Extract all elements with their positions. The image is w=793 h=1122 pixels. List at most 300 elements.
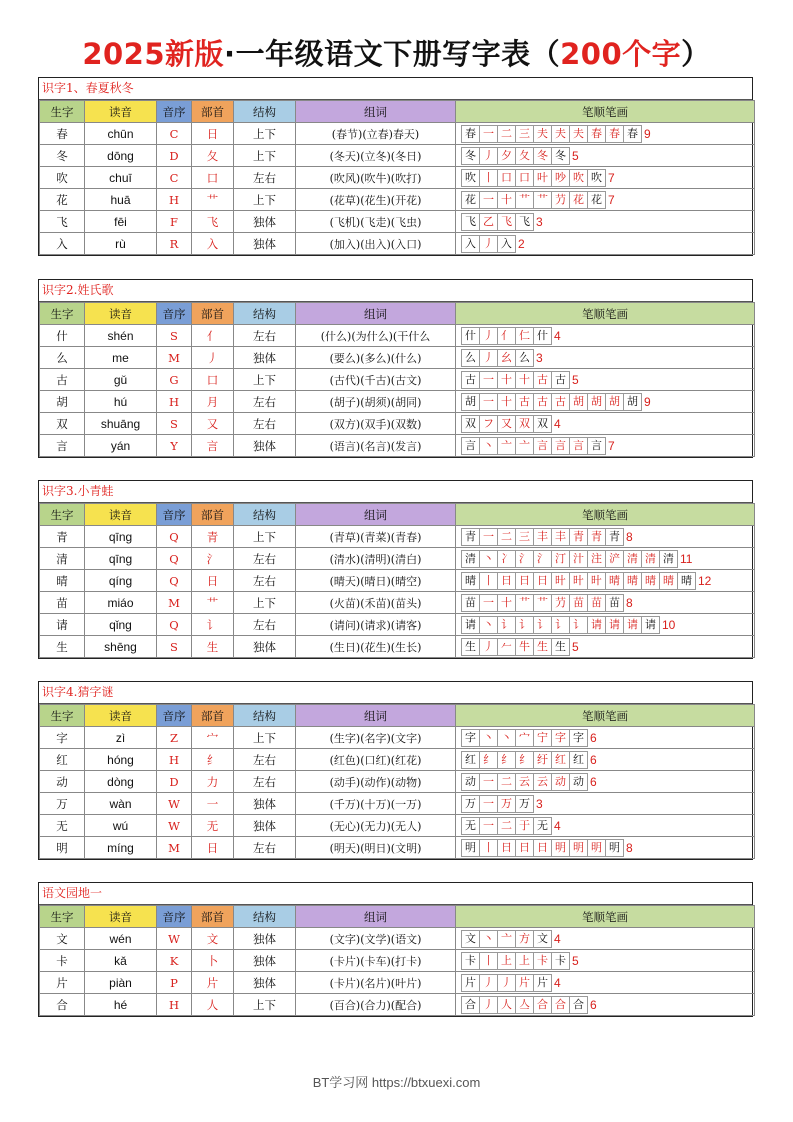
pinyin-cell: qīng xyxy=(85,548,157,570)
stroke-step: 二 xyxy=(497,528,516,546)
stroke-step: 晴 xyxy=(641,572,660,590)
stroke-order-cell xyxy=(456,325,755,347)
words-cell: (请问)(请求)(请客) xyxy=(296,614,456,636)
stroke-step: 宀 xyxy=(515,729,534,747)
structure-cell: 独体 xyxy=(234,233,296,255)
stroke-step: 丶 xyxy=(479,550,498,568)
stroke-step: 清 xyxy=(623,550,642,568)
pinyin-cell: me xyxy=(85,347,157,369)
stroke-step: 晴 xyxy=(659,572,678,590)
section-title: 识字4.猜字谜 xyxy=(39,682,752,704)
character-table xyxy=(39,302,755,457)
initial-cell: Q xyxy=(157,526,192,548)
stroke-step: 合 xyxy=(461,996,480,1014)
stroke-count: 7 xyxy=(608,192,615,207)
stroke-step: 日 xyxy=(515,572,534,590)
radical-cell: 文 xyxy=(192,928,234,950)
character-cell: 红 xyxy=(40,749,85,771)
stroke-step: 青 xyxy=(569,528,588,546)
stroke-order-cell xyxy=(456,793,755,815)
initial-cell: Q xyxy=(157,548,192,570)
initial-cell: D xyxy=(157,145,192,167)
radical-cell: 亻 xyxy=(192,325,234,347)
lesson-section xyxy=(38,279,753,458)
pinyin-cell: huā xyxy=(85,189,157,211)
radical-cell: 片 xyxy=(192,972,234,994)
column-header: 笔顺笔画 xyxy=(456,906,755,928)
stroke-step: 又 xyxy=(497,415,516,433)
stroke-step: 三 xyxy=(515,528,534,546)
table-row xyxy=(40,391,755,413)
stroke-step: 红 xyxy=(551,751,570,769)
words-cell: (火苗)(禾苗)(苗头) xyxy=(296,592,456,614)
stroke-step: 亼 xyxy=(515,996,534,1014)
structure-cell: 左右 xyxy=(234,749,296,771)
stroke-step: 卡 xyxy=(533,952,552,970)
stroke-step: 丶 xyxy=(479,437,498,455)
stroke-step: 十 xyxy=(497,371,516,389)
pinyin-cell: shēng xyxy=(85,636,157,658)
section-title: 语文园地一 xyxy=(39,883,752,905)
stroke-step: 亠 xyxy=(497,930,516,948)
lesson-section xyxy=(38,77,753,256)
stroke-step: 言 xyxy=(533,437,552,455)
stroke-step: 请 xyxy=(587,616,606,634)
words-cell: (卡片)(卡车)(打卡) xyxy=(296,950,456,972)
column-header: 笔顺笔画 xyxy=(456,303,755,325)
table-row xyxy=(40,435,755,457)
character-cell: 片 xyxy=(40,972,85,994)
pinyin-cell: yán xyxy=(85,435,157,457)
stroke-step: 飞 xyxy=(461,213,480,231)
stroke-step: 二 xyxy=(497,125,516,143)
stroke-step: 生 xyxy=(533,638,552,656)
words-cell: (青草)(青菜)(青春) xyxy=(296,526,456,548)
column-header: 音序 xyxy=(157,906,192,928)
column-header: 笔顺笔画 xyxy=(456,504,755,526)
pinyin-cell: piàn xyxy=(85,972,157,994)
column-header: 读音 xyxy=(85,101,157,123)
character-cell: 清 xyxy=(40,548,85,570)
structure-cell: 独体 xyxy=(234,347,296,369)
column-header: 音序 xyxy=(157,303,192,325)
radical-cell: 青 xyxy=(192,526,234,548)
initial-cell: P xyxy=(157,972,192,994)
column-header: 部首 xyxy=(192,906,234,928)
initial-cell: M xyxy=(157,592,192,614)
stroke-step: 片 xyxy=(533,974,552,992)
stroke-step: 艹 xyxy=(515,191,534,209)
words-cell: (千万)(十万)(一万) xyxy=(296,793,456,815)
stroke-step: 吹 xyxy=(569,169,588,187)
stroke-step: 苗 xyxy=(587,594,606,612)
header-row xyxy=(40,906,755,928)
stroke-step: 言 xyxy=(587,437,606,455)
column-header: 笔顺笔画 xyxy=(456,101,755,123)
stroke-order-cell xyxy=(456,727,755,749)
pinyin-cell: chuī xyxy=(85,167,157,189)
stroke-step: 双 xyxy=(461,415,480,433)
words-cell: (文字)(文学)(语文) xyxy=(296,928,456,950)
words-cell: (吹风)(吹牛)(吹打) xyxy=(296,167,456,189)
stroke-step: 一 xyxy=(479,594,498,612)
stroke-step: 冬 xyxy=(551,147,570,165)
pinyin-cell: qíng xyxy=(85,570,157,592)
initial-cell: F xyxy=(157,211,192,233)
stroke-step: 请 xyxy=(605,616,624,634)
stroke-step: 旪 xyxy=(569,572,588,590)
table-row xyxy=(40,950,755,972)
initial-cell: S xyxy=(157,325,192,347)
stroke-step: 十 xyxy=(497,393,516,411)
stroke-step: 亠 xyxy=(497,437,516,455)
stroke-step: 花 xyxy=(587,191,606,209)
stroke-order-cell xyxy=(456,413,755,435)
structure-cell: 独体 xyxy=(234,793,296,815)
column-header: 生字 xyxy=(40,906,85,928)
stroke-step: 日 xyxy=(497,572,516,590)
stroke-step: 春 xyxy=(461,125,480,143)
stroke-order-cell xyxy=(456,189,755,211)
table-row xyxy=(40,636,755,658)
stroke-step: 日 xyxy=(497,839,516,857)
initial-cell: H xyxy=(157,189,192,211)
stroke-step: 口 xyxy=(515,169,534,187)
stroke-step: 冬 xyxy=(461,147,480,165)
stroke-order-cell xyxy=(456,636,755,658)
stroke-step: 云 xyxy=(515,773,534,791)
stroke-step: 言 xyxy=(551,437,570,455)
stroke-step: 生 xyxy=(551,638,570,656)
initial-cell: W xyxy=(157,815,192,837)
structure-cell: 上下 xyxy=(234,592,296,614)
pinyin-cell: zì xyxy=(85,727,157,749)
stroke-step: 于 xyxy=(515,817,534,835)
character-cell: 青 xyxy=(40,526,85,548)
structure-cell: 左右 xyxy=(234,837,296,859)
stroke-order-cell xyxy=(456,994,755,1016)
footer-url: BT学习网 https://btxuexi.com xyxy=(312,1075,481,1090)
structure-cell: 独体 xyxy=(234,435,296,457)
stroke-step: 卡 xyxy=(551,952,570,970)
stroke-step: 亠 xyxy=(515,437,534,455)
stroke-step: 古 xyxy=(461,371,480,389)
stroke-count: 7 xyxy=(608,170,615,185)
stroke-order-cell xyxy=(456,211,755,233)
table-row xyxy=(40,123,755,145)
pinyin-cell: hú xyxy=(85,391,157,413)
words-cell: (晴天)(晴日)(晴空) xyxy=(296,570,456,592)
stroke-step: 晴 xyxy=(677,572,696,590)
stroke-step: 言 xyxy=(461,437,480,455)
stroke-step: 合 xyxy=(533,996,552,1014)
column-header: 读音 xyxy=(85,705,157,727)
stroke-order-cell xyxy=(456,592,755,614)
structure-cell: 上下 xyxy=(234,994,296,1016)
stroke-step: 一 xyxy=(479,371,498,389)
table-row xyxy=(40,771,755,793)
stroke-step: 合 xyxy=(551,996,570,1014)
radical-cell: 日 xyxy=(192,123,234,145)
stroke-step: 胡 xyxy=(461,393,480,411)
stroke-step: 丿 xyxy=(479,349,498,367)
stroke-step: 春 xyxy=(605,125,624,143)
character-table xyxy=(39,704,755,859)
stroke-order-cell xyxy=(456,771,755,793)
stroke-count: 3 xyxy=(536,350,543,365)
stroke-step: 旪 xyxy=(587,572,606,590)
stroke-step: 讠 xyxy=(569,616,588,634)
stroke-step: 字 xyxy=(569,729,588,747)
stroke-step: 青 xyxy=(587,528,606,546)
stroke-step: 丿 xyxy=(497,974,516,992)
stroke-count: 8 xyxy=(626,595,633,610)
stroke-step: 纟 xyxy=(479,751,498,769)
stroke-step: 明 xyxy=(461,839,480,857)
table-row xyxy=(40,233,755,255)
character-cell: 胡 xyxy=(40,391,85,413)
column-header: 读音 xyxy=(85,504,157,526)
header-row xyxy=(40,504,755,526)
stroke-step: 吹 xyxy=(461,169,480,187)
character-cell: 冬 xyxy=(40,145,85,167)
character-cell: 万 xyxy=(40,793,85,815)
lesson-section xyxy=(38,681,753,860)
words-cell: (双方)(双手)(双数) xyxy=(296,413,456,435)
stroke-step: 清 xyxy=(461,550,480,568)
stroke-step: 春 xyxy=(623,125,642,143)
table-row xyxy=(40,413,755,435)
initial-cell: K xyxy=(157,950,192,972)
character-cell: 双 xyxy=(40,413,85,435)
words-cell: (卡片)(名片)(叶片) xyxy=(296,972,456,994)
stroke-step: 仁 xyxy=(515,327,534,345)
character-table xyxy=(39,100,755,255)
stroke-count: 3 xyxy=(536,214,543,229)
structure-cell: 左右 xyxy=(234,614,296,636)
pinyin-cell: hóng xyxy=(85,749,157,771)
stroke-order-cell xyxy=(456,614,755,636)
stroke-step: 明 xyxy=(551,839,570,857)
character-cell: 么 xyxy=(40,347,85,369)
stroke-step: 丿 xyxy=(479,638,498,656)
character-cell: 飞 xyxy=(40,211,85,233)
stroke-order-cell xyxy=(456,950,755,972)
stroke-step: 请 xyxy=(461,616,480,634)
header-row xyxy=(40,101,755,123)
stroke-step: 丨 xyxy=(479,572,498,590)
character-cell: 苗 xyxy=(40,592,85,614)
column-header: 部首 xyxy=(192,504,234,526)
stroke-step: 一 xyxy=(479,773,498,791)
character-cell: 入 xyxy=(40,233,85,255)
stroke-order-cell xyxy=(456,145,755,167)
words-cell: (胡子)(胡须)(胡同) xyxy=(296,391,456,413)
stroke-step: 亻 xyxy=(497,327,516,345)
initial-cell: Y xyxy=(157,435,192,457)
stroke-step: 汁 xyxy=(569,550,588,568)
initial-cell: Q xyxy=(157,614,192,636)
stroke-step: 片 xyxy=(515,974,534,992)
stroke-step: 丶 xyxy=(479,616,498,634)
stroke-step: 丨 xyxy=(479,169,498,187)
words-cell: (明天)(明日)(文明) xyxy=(296,837,456,859)
stroke-step: 上 xyxy=(515,952,534,970)
stroke-count: 5 xyxy=(572,372,579,387)
initial-cell: D xyxy=(157,771,192,793)
stroke-step: 文 xyxy=(533,930,552,948)
stroke-order-cell xyxy=(456,570,755,592)
table-row xyxy=(40,994,755,1016)
stroke-step: 古 xyxy=(515,393,534,411)
words-cell: (加入)(出入)(入口) xyxy=(296,233,456,255)
stroke-step: 讠 xyxy=(551,616,570,634)
stroke-step: 丰 xyxy=(533,528,552,546)
stroke-count: 7 xyxy=(608,438,615,453)
stroke-step: 牛 xyxy=(515,638,534,656)
stroke-step: 胡 xyxy=(587,393,606,411)
pinyin-cell: hé xyxy=(85,994,157,1016)
stroke-count: 6 xyxy=(590,730,597,745)
structure-cell: 上下 xyxy=(234,369,296,391)
structure-cell: 上下 xyxy=(234,526,296,548)
stroke-step: 古 xyxy=(533,393,552,411)
stroke-order-cell xyxy=(456,369,755,391)
stroke-step: 吵 xyxy=(551,169,570,187)
stroke-step: 古 xyxy=(551,371,570,389)
words-cell: (冬天)(立冬)(冬日) xyxy=(296,145,456,167)
column-header: 组词 xyxy=(296,101,456,123)
stroke-step: 丿 xyxy=(479,147,498,165)
initial-cell: S xyxy=(157,636,192,658)
words-cell: (红色)(口红)(红花) xyxy=(296,749,456,771)
stroke-step: 动 xyxy=(569,773,588,791)
stroke-count: 6 xyxy=(590,774,597,789)
stroke-step: 丿 xyxy=(479,996,498,1014)
stroke-step: 字 xyxy=(461,729,480,747)
character-cell: 无 xyxy=(40,815,85,837)
stroke-step: 讠 xyxy=(497,616,516,634)
radical-cell: 氵 xyxy=(192,548,234,570)
pinyin-cell: kǎ xyxy=(85,950,157,972)
table-row xyxy=(40,211,755,233)
stroke-step: 飞 xyxy=(515,213,534,231)
header-row xyxy=(40,303,755,325)
words-cell: (无心)(无力)(无人) xyxy=(296,815,456,837)
stroke-step: 讠 xyxy=(533,616,552,634)
stroke-step: 无 xyxy=(533,817,552,835)
stroke-order-cell xyxy=(456,123,755,145)
pinyin-cell: gǔ xyxy=(85,369,157,391)
structure-cell: 左右 xyxy=(234,771,296,793)
stroke-step: 汀 xyxy=(551,550,570,568)
stroke-order-cell xyxy=(456,972,755,994)
stroke-step: 丨 xyxy=(479,952,498,970)
initial-cell: G xyxy=(157,369,192,391)
stroke-order-cell xyxy=(456,167,755,189)
structure-cell: 左右 xyxy=(234,325,296,347)
initial-cell: S xyxy=(157,413,192,435)
stroke-count: 2 xyxy=(518,236,525,251)
stroke-step: 无 xyxy=(461,817,480,835)
pinyin-cell: qīng xyxy=(85,526,157,548)
radical-cell: 日 xyxy=(192,570,234,592)
stroke-step: 十 xyxy=(497,594,516,612)
words-cell: (花草)(花生)(开花) xyxy=(296,189,456,211)
stroke-step: 夫 xyxy=(533,125,552,143)
stroke-count: 10 xyxy=(662,617,676,632)
stroke-step: 一 xyxy=(479,125,498,143)
stroke-step: 艹 xyxy=(515,594,534,612)
stroke-step: 三 xyxy=(515,125,534,143)
radical-cell: 纟 xyxy=(192,749,234,771)
radical-cell: 夂 xyxy=(192,145,234,167)
stroke-step: 万 xyxy=(461,795,480,813)
stroke-step: 么 xyxy=(515,349,534,367)
table-row xyxy=(40,548,755,570)
stroke-step: 请 xyxy=(623,616,642,634)
initial-cell: M xyxy=(157,347,192,369)
stroke-step: フ xyxy=(479,415,498,433)
words-cell: (春节)(立春)春天) xyxy=(296,123,456,145)
words-cell: (清水)(清明)(清白) xyxy=(296,548,456,570)
stroke-step: 方 xyxy=(515,930,534,948)
table-row xyxy=(40,325,755,347)
radical-cell: 口 xyxy=(192,369,234,391)
pinyin-cell: dōng xyxy=(85,145,157,167)
radical-cell: 又 xyxy=(192,413,234,435)
initial-cell: C xyxy=(157,123,192,145)
stroke-step: 晴 xyxy=(461,572,480,590)
table-row xyxy=(40,570,755,592)
stroke-step: 双 xyxy=(515,415,534,433)
radical-cell: 口 xyxy=(192,167,234,189)
column-header: 组词 xyxy=(296,705,456,727)
table-row xyxy=(40,145,755,167)
stroke-step: 艹 xyxy=(533,594,552,612)
table-row xyxy=(40,749,755,771)
character-cell: 吹 xyxy=(40,167,85,189)
stroke-count: 12 xyxy=(698,573,712,588)
stroke-step: 么 xyxy=(461,349,480,367)
column-header: 笔顺笔画 xyxy=(456,705,755,727)
stroke-order-cell xyxy=(456,928,755,950)
column-header: 生字 xyxy=(40,705,85,727)
radical-cell: 生 xyxy=(192,636,234,658)
stroke-count: 6 xyxy=(590,752,597,767)
stroke-step: 丿 xyxy=(479,974,498,992)
stroke-step: 注 xyxy=(587,550,606,568)
stroke-step: 动 xyxy=(551,773,570,791)
stroke-step: 丶 xyxy=(479,729,498,747)
initial-cell: M xyxy=(157,837,192,859)
stroke-step: 丿 xyxy=(479,327,498,345)
stroke-step: 片 xyxy=(461,974,480,992)
structure-cell: 上下 xyxy=(234,145,296,167)
stroke-step: 清 xyxy=(659,550,678,568)
stroke-step: 夕 xyxy=(497,147,516,165)
structure-cell: 独体 xyxy=(234,815,296,837)
stroke-step: 十 xyxy=(515,371,534,389)
character-cell: 明 xyxy=(40,837,85,859)
stroke-step: 文 xyxy=(461,930,480,948)
pinyin-cell: rù xyxy=(85,233,157,255)
stroke-step: 人 xyxy=(497,996,516,1014)
column-header: 结构 xyxy=(234,504,296,526)
stroke-order-cell xyxy=(456,548,755,570)
table-row xyxy=(40,167,755,189)
stroke-step: 胡 xyxy=(569,393,588,411)
